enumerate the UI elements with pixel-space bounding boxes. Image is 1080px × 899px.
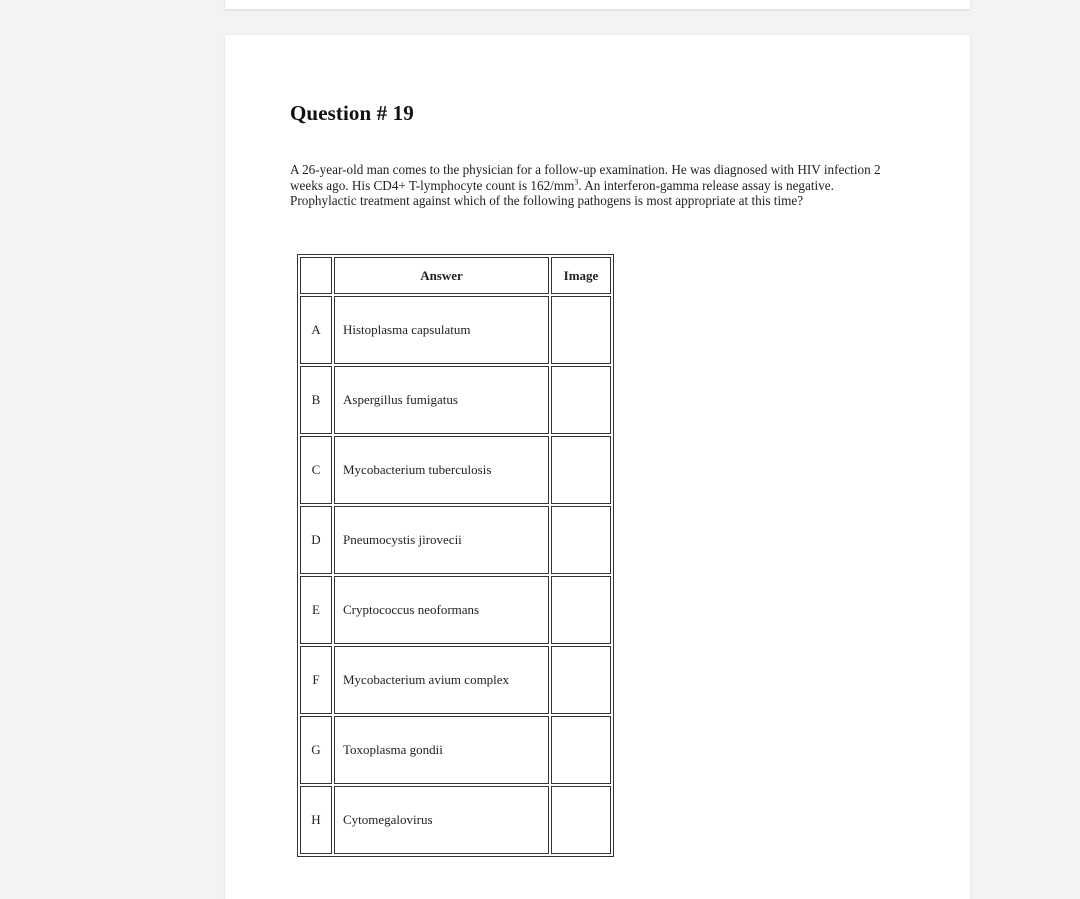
option-image-cell (551, 646, 611, 714)
option-image-cell (551, 296, 611, 364)
option-letter: H (300, 786, 332, 854)
answer-row-d[interactable] (300, 506, 611, 574)
option-image-cell (551, 786, 611, 854)
option-answer: Cryptococcus neoformans (334, 576, 549, 644)
option-image-cell (551, 716, 611, 784)
answer-row-g[interactable] (300, 716, 611, 784)
question-title: Question # 19 (290, 101, 414, 125)
option-answer: Mycobacterium avium complex (334, 646, 549, 714)
option-letter: E (300, 576, 332, 644)
option-answer: Histoplasma capsulatum (334, 296, 549, 364)
option-letter: B (300, 366, 332, 434)
header-answer-cell: Answer (334, 257, 549, 294)
header-letter-cell (300, 257, 332, 294)
option-letter: C (300, 436, 332, 504)
document-page (225, 35, 970, 899)
table-header-row (300, 257, 611, 294)
previous-page-edge (225, 0, 970, 9)
option-answer: Toxoplasma gondii (334, 716, 549, 784)
option-image-cell (551, 436, 611, 504)
answer-row-h[interactable] (300, 786, 611, 854)
option-image-cell (551, 366, 611, 434)
option-letter: D (300, 506, 332, 574)
option-letter: F (300, 646, 332, 714)
question-stem-text-1: A 26-year-old man comes to the physician for a follow-up examination. He was diagnosed with HIV infection 2 weeks ago. His CD4+ T-lymphocyte count is 162/mm (290, 162, 881, 193)
answer-row-b[interactable] (300, 366, 611, 434)
option-answer: Aspergillus fumigatus (334, 366, 549, 434)
answer-row-f[interactable] (300, 646, 611, 714)
header-image-cell: Image (551, 257, 611, 294)
option-image-cell (551, 576, 611, 644)
answer-table (297, 254, 614, 857)
answer-row-c[interactable] (300, 436, 611, 504)
question-stem-superscript: 3 (574, 177, 579, 187)
question-stem-text-2: . An interferon-gamma release assay is negative. Prophylactic treatment against which of the following pathogens is most appropriate at this time? (290, 177, 834, 208)
option-answer: Pneumocystis jirovecii (334, 506, 549, 574)
question-stem (290, 162, 900, 209)
option-answer: Cytomegalovirus (334, 786, 549, 854)
option-letter: G (300, 716, 332, 784)
answer-row-a[interactable] (300, 296, 611, 364)
answer-row-e[interactable] (300, 576, 611, 644)
option-letter: A (300, 296, 332, 364)
option-image-cell (551, 506, 611, 574)
option-answer: Mycobacterium tuberculosis (334, 436, 549, 504)
